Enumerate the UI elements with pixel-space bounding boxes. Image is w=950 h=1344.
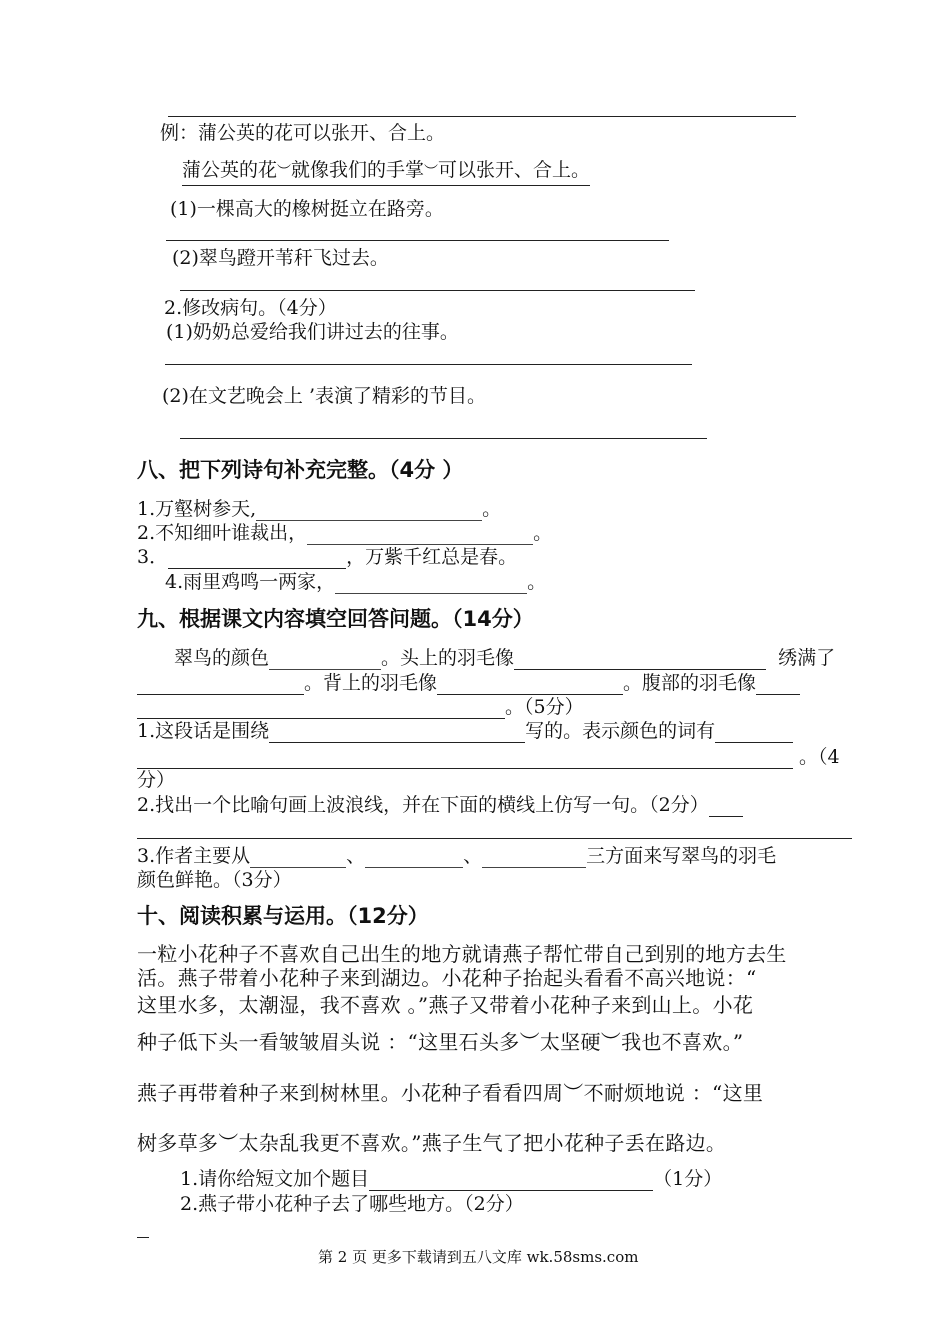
text-line: 翠鸟的颜色 。头上的羽毛像 绣满了 (174, 647, 836, 669)
poem-line-2: 2.不知细叶谁裁出， 。 (137, 522, 553, 544)
pause-mark: ︶ (277, 164, 292, 180)
question-1-score: 分） (137, 769, 176, 791)
fill-blank[interactable] (250, 847, 346, 868)
fix-sentence-heading: 2.修改病句。（4分） (164, 297, 337, 319)
fill-blank[interactable] (137, 674, 304, 695)
fill-blank[interactable] (514, 649, 766, 670)
fill-blank[interactable] (168, 548, 346, 569)
passage-line: 一粒小花种子不喜欢自己出生的地方就请燕子帮忙带自己到别的地方去生 (137, 942, 787, 966)
fill-blank[interactable] (365, 847, 463, 868)
answer-line[interactable] (180, 290, 695, 291)
passage-line: 树多草多︶太杂乱我更不喜欢。”燕子生气了把小花种子丢在路边。 (137, 1131, 727, 1155)
passage-line: 这里水多，太潮湿，我不喜欢 。”燕子又带着小花种子来到山上。小花 (137, 993, 754, 1017)
passage-line: 活。燕子带着小花种子来到湖边。小花种子抬起头看看不高兴地说：“ (137, 966, 757, 990)
fix-sentence-1: (1)奶奶总爱给我们讲过去的往事。 (166, 321, 459, 343)
fill-blank[interactable] (756, 674, 800, 695)
fill-blank[interactable] (269, 649, 381, 670)
answer-line[interactable] (180, 438, 707, 439)
fill-blank[interactable] (307, 524, 533, 545)
answer-line[interactable] (165, 364, 692, 365)
fill-blank[interactable] (482, 847, 586, 868)
fill-blank[interactable] (369, 1170, 653, 1191)
question-1-cont: 。（4 (137, 745, 840, 769)
poem-line-1: 1.万壑树参天, 。 (137, 498, 502, 520)
fill-blank[interactable] (269, 722, 525, 743)
text-line: 。（5分） (137, 695, 584, 719)
example-answer: 蒲公英的花︶就像我们的手掌︶可以张开、合上。 (182, 158, 590, 186)
answer-line[interactable] (166, 240, 669, 241)
page-footer: 第 2 页 更多下载请到五八文库 wk.58sms.com (318, 1248, 639, 1266)
fill-blank[interactable] (137, 698, 505, 719)
answer-line-top (168, 116, 796, 117)
fill-blank[interactable] (709, 796, 743, 817)
pause-mark: ︶ (424, 164, 439, 180)
poem-line-3: 3． ，万紫千红总是春。 (137, 546, 518, 568)
fix-sentence-2: (2)在文艺晚会上 ’表演了精彩的节目。 (162, 385, 486, 407)
reading-question-1: 1.请你给短文加个题目 （1分） (180, 1168, 723, 1190)
poem-line-4: 4.雨里鸡鸣一两家， 。 (165, 571, 547, 593)
answer-line[interactable] (137, 838, 852, 839)
fill-blank[interactable] (335, 573, 527, 594)
short-dash (137, 1237, 149, 1238)
question-3-cont: 颜色鲜艳。（3分） (137, 869, 292, 891)
fill-blank[interactable] (256, 500, 482, 521)
passage-line: 燕子再带着种子来到树林里。小花种子看看四周︶不耐烦地说 ：“这里 (137, 1081, 764, 1105)
question-1: 1.这段话是围绕 写的。表示颜色的词有 (137, 719, 793, 743)
fill-blank[interactable] (437, 674, 623, 695)
rewrite-question-2: (2)翠鸟蹬开苇秆飞过去。 (172, 247, 389, 269)
fill-blank[interactable] (715, 722, 793, 743)
reading-question-2: 2.燕子带小花种子去了哪些地方。（2分） (180, 1193, 524, 1215)
section-9-title: 九、根据课文内容填空回答问题。（14分） (137, 607, 534, 631)
rewrite-question-1: (1)一棵高大的橡树挺立在路旁。 (170, 198, 444, 220)
text-line: 。背上的羽毛像 。腹部的羽毛像 (137, 671, 800, 695)
question-2: 2.找出一个比喻句画上波浪线，并在下面的横线上仿写一句。（2分） (137, 793, 743, 817)
passage-line: 种子低下头一看皱皱眉头说 ：“这里石头多︶太坚硬︶我也不喜欢。” (137, 1030, 744, 1054)
fill-blank[interactable] (137, 748, 793, 769)
example-sentence: 例：蒲公英的花可以张开、合上。 (160, 122, 446, 144)
question-3: 3.作者主要从 、 、 三方面来写翠鸟的羽毛 (137, 845, 777, 867)
section-10-title: 十、阅读积累与运用。（12分） (137, 904, 429, 928)
section-8-title: 八、把下列诗句补充完整。（4分 ） (137, 458, 464, 482)
